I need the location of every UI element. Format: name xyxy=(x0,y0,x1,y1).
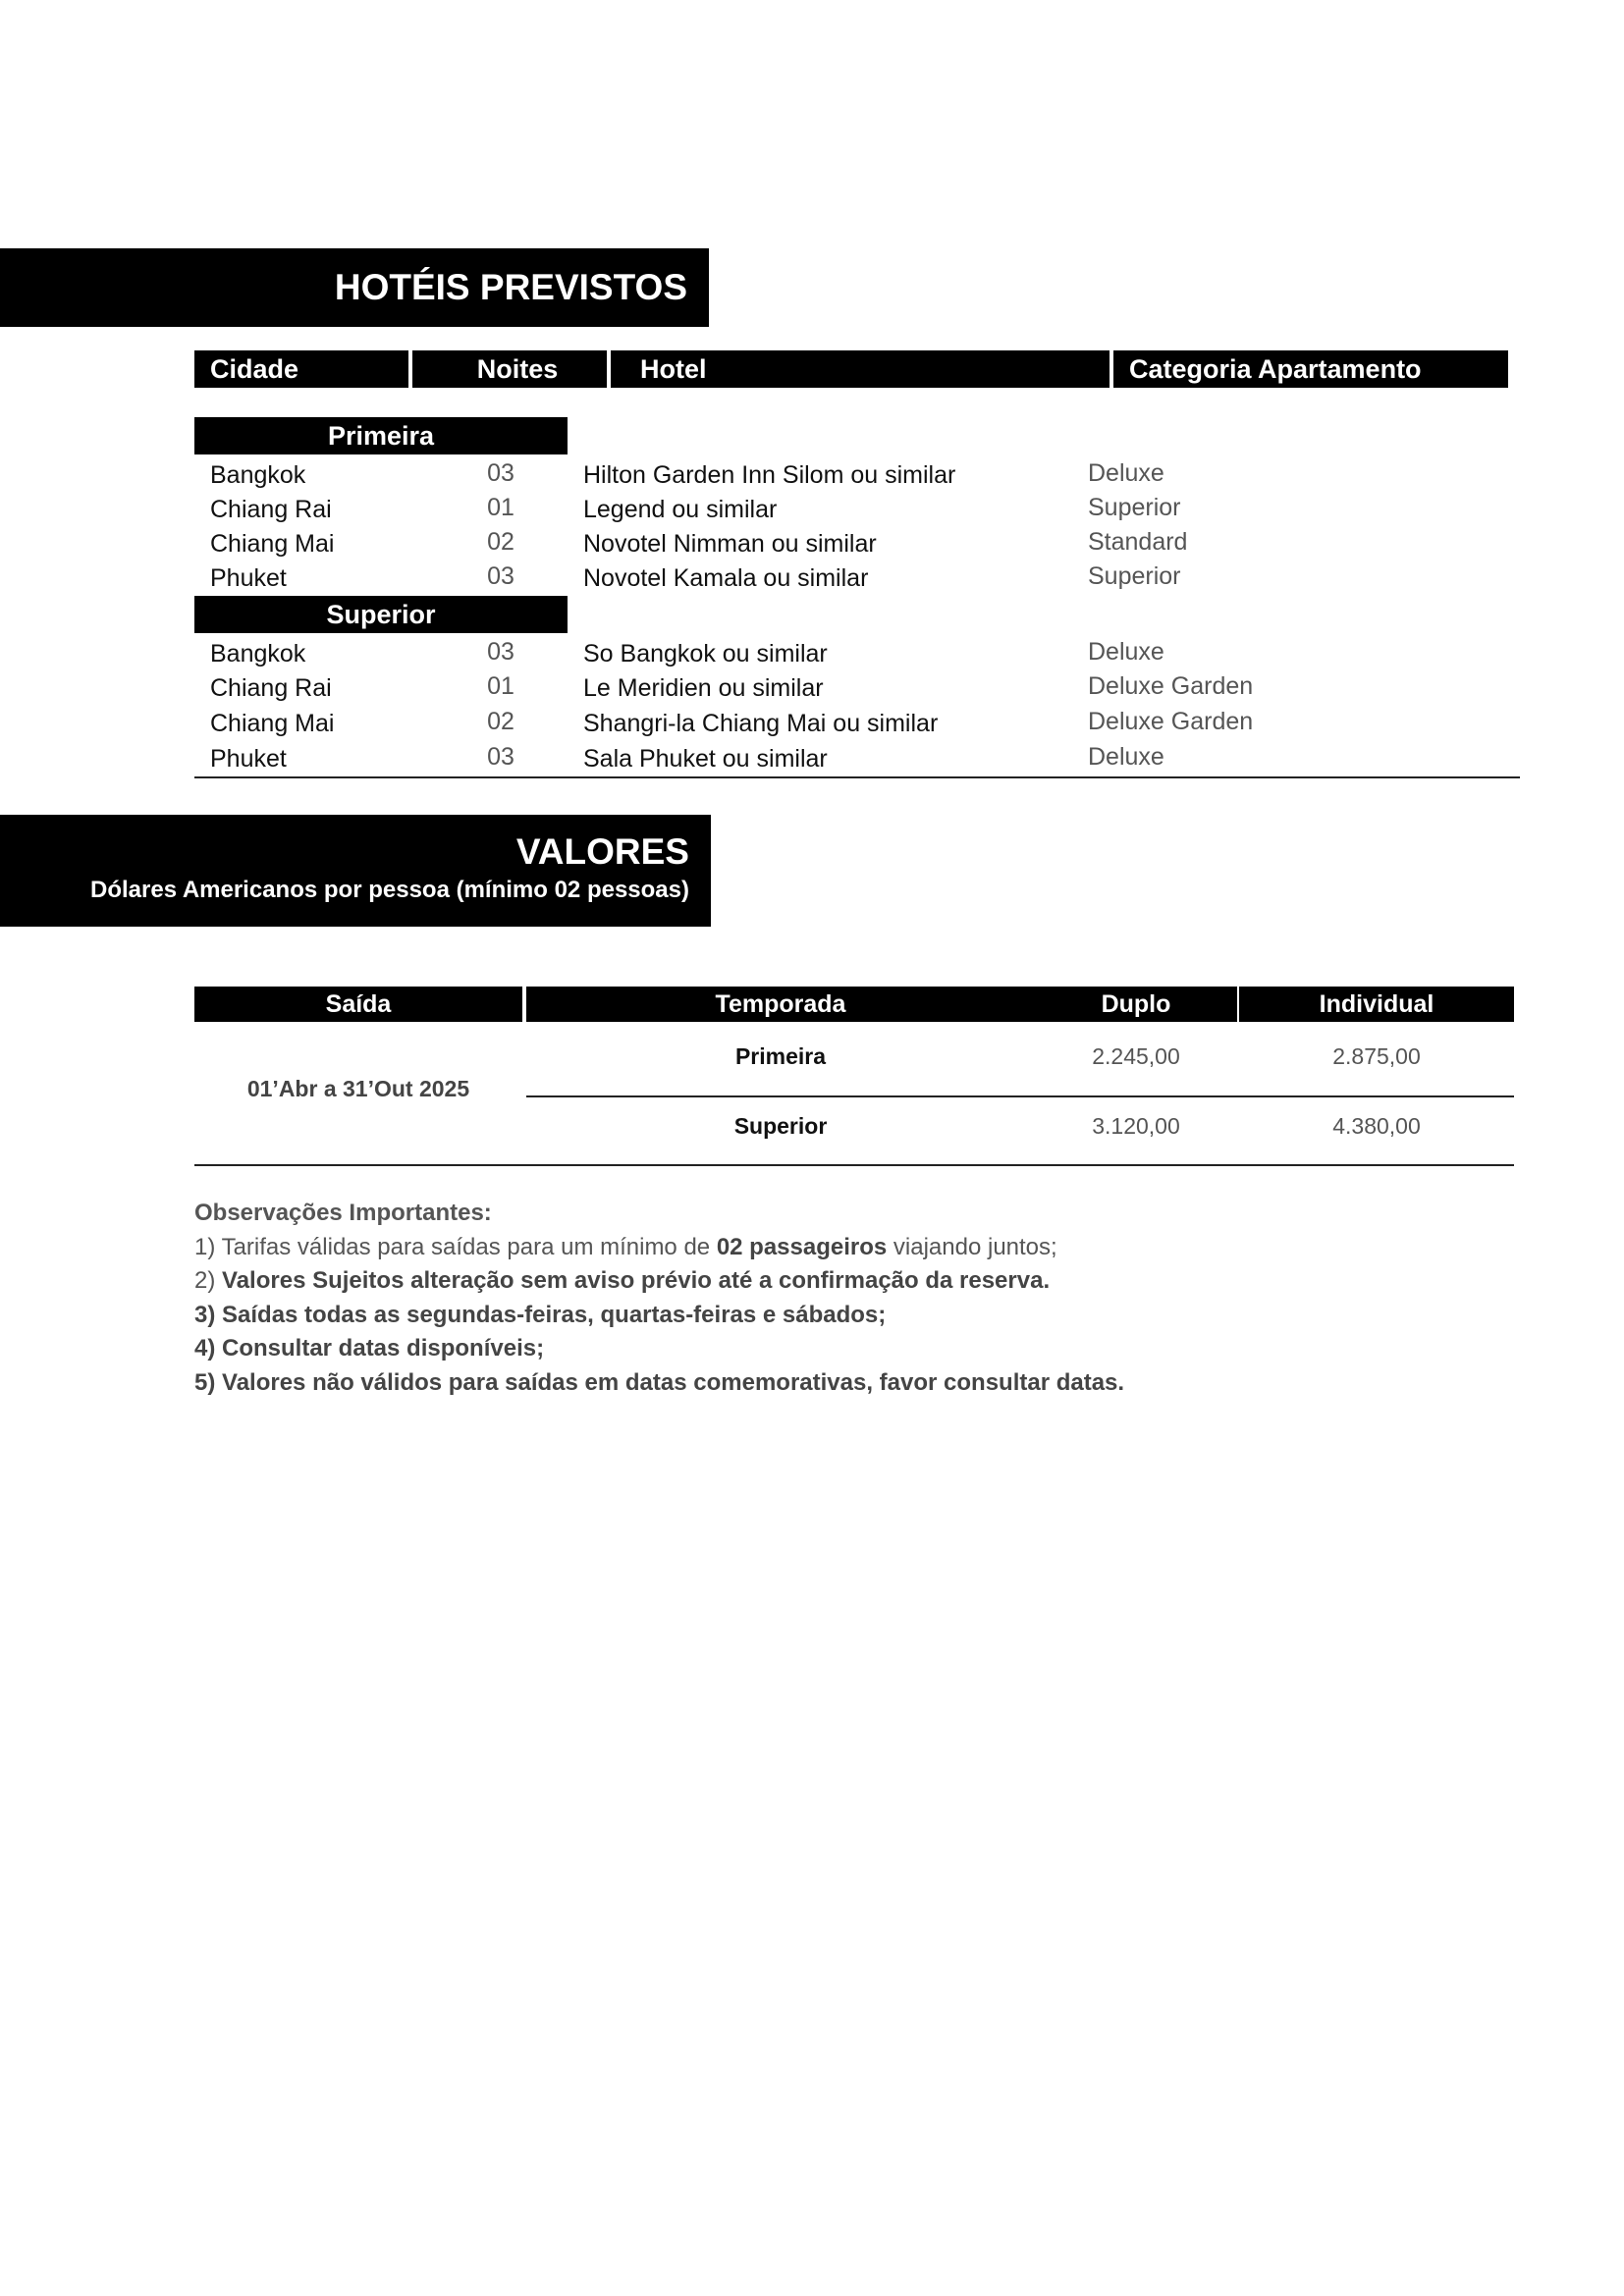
note-2-a: 2) xyxy=(194,1267,223,1294)
city-cell: Chiang Rai xyxy=(210,496,332,523)
price-row-divider xyxy=(526,1095,1514,1097)
header-category xyxy=(1113,350,1508,388)
header-city-label: Cidade xyxy=(210,354,299,384)
nights-cell: 02 xyxy=(487,528,514,556)
notes-heading xyxy=(194,1197,1124,1231)
category-cell: Deluxe xyxy=(1088,459,1164,487)
note-2 xyxy=(194,1264,1124,1299)
city-cell: Chiang Rai xyxy=(210,674,332,702)
city-cell: Chiang Mai xyxy=(210,710,335,737)
header-departure xyxy=(194,987,522,1022)
header-season-label: Temporada xyxy=(715,990,846,1018)
header-season xyxy=(526,987,1035,1022)
notes-heading-text: Observações Importantes: xyxy=(194,1200,492,1226)
city-cell: Phuket xyxy=(210,564,287,592)
single-price-cell: 2.875,00 xyxy=(1332,1043,1421,1069)
note-2-b: Valores Sujeitos alteração sem aviso prévio até a confirmação da reserva. xyxy=(222,1267,1051,1294)
city-cell: Bangkok xyxy=(210,640,306,667)
group-superior xyxy=(194,596,568,633)
category-cell: Superior xyxy=(1088,494,1181,521)
category-cell: Deluxe xyxy=(1088,638,1164,666)
season-cell: Primeira xyxy=(734,1043,827,1069)
header-city xyxy=(194,350,408,388)
category-cell: Deluxe Garden xyxy=(1088,708,1254,735)
hotel-cell: Novotel Nimman ou similar xyxy=(583,530,877,558)
header-nights xyxy=(412,350,607,388)
note-1-b: 02 passageiros xyxy=(716,1233,888,1260)
double-price-cell: 2.245,00 xyxy=(1092,1043,1180,1069)
city-cell: Phuket xyxy=(210,745,287,773)
note-5 xyxy=(194,1366,1124,1401)
note-1-a: 1) Tarifas válidas para saídas para um mínimo de xyxy=(194,1233,717,1260)
group-primeira-label: Primeira xyxy=(327,421,435,451)
nights-cell: 01 xyxy=(487,494,514,521)
header-hotel xyxy=(611,350,1110,388)
note-1 xyxy=(194,1231,1124,1265)
header-single-label: Individual xyxy=(1319,990,1435,1018)
double-price-cell: 3.120,00 xyxy=(1092,1113,1180,1139)
nights-cell: 03 xyxy=(487,743,514,771)
category-cell: Superior xyxy=(1088,562,1181,590)
header-hotel-label: Hotel xyxy=(640,354,707,384)
departure-dates: 01’Abr a 31’Out 2025 xyxy=(246,1076,470,1101)
note-1-c: viajando juntos; xyxy=(887,1233,1057,1260)
header-nights-label: Noites xyxy=(476,354,559,384)
hotel-cell: Legend ou similar xyxy=(583,496,778,523)
nights-cell: 03 xyxy=(487,459,514,487)
nights-cell: 02 xyxy=(487,708,514,735)
values-title: VALORES xyxy=(515,831,689,872)
category-cell: Deluxe Garden xyxy=(1088,672,1254,700)
city-cell: Bangkok xyxy=(210,461,306,489)
header-double-label: Duplo xyxy=(1101,990,1171,1018)
hotel-cell: Novotel Kamala ou similar xyxy=(583,564,869,592)
note-4 xyxy=(194,1332,1124,1366)
group-superior-label: Superior xyxy=(326,600,436,629)
note-5-text: 5) Valores não válidos para saídas em datas comemorativas, favor consultar datas. xyxy=(194,1368,1125,1396)
values-table-bottom-rule xyxy=(194,1164,1514,1166)
header-double xyxy=(1035,987,1237,1022)
hotel-cell: Shangri-la Chiang Mai ou similar xyxy=(583,710,939,737)
single-price-cell: 4.380,00 xyxy=(1332,1113,1421,1139)
category-cell: Standard xyxy=(1088,528,1188,556)
header-single xyxy=(1239,987,1514,1022)
season-cell: Superior xyxy=(733,1113,828,1139)
category-cell: Deluxe xyxy=(1088,743,1164,771)
hotels-table-bottom-rule xyxy=(194,776,1520,778)
hotel-cell: Le Meridien ou similar xyxy=(583,674,824,702)
header-category-label: Categoria Apartamento xyxy=(1129,354,1422,384)
hotel-cell: Sala Phuket ou similar xyxy=(583,745,828,773)
notes xyxy=(194,1197,1124,1400)
values-banner xyxy=(0,815,711,927)
hotel-cell: So Bangkok ou similar xyxy=(583,640,828,667)
values-subtitle: Dólares Americanos por pessoa (mínimo 02 pessoas) xyxy=(90,877,689,903)
nights-cell: 01 xyxy=(487,672,514,700)
nights-cell: 03 xyxy=(487,638,514,666)
note-3-text: 3) Saídas todas as segundas-feiras, quartas-feiras e sábados; xyxy=(194,1301,887,1328)
city-cell: Chiang Mai xyxy=(210,530,335,558)
hotels-title: HOTÉIS PREVISTOS xyxy=(334,267,687,307)
group-primeira xyxy=(194,417,568,454)
hotels-banner xyxy=(0,248,709,327)
note-4-text: 4) Consultar datas disponíveis; xyxy=(194,1335,545,1362)
nights-cell: 03 xyxy=(487,562,514,590)
note-3 xyxy=(194,1299,1124,1333)
header-departure-label: Saída xyxy=(325,990,392,1018)
hotel-cell: Hilton Garden Inn Silom ou similar xyxy=(583,461,956,489)
